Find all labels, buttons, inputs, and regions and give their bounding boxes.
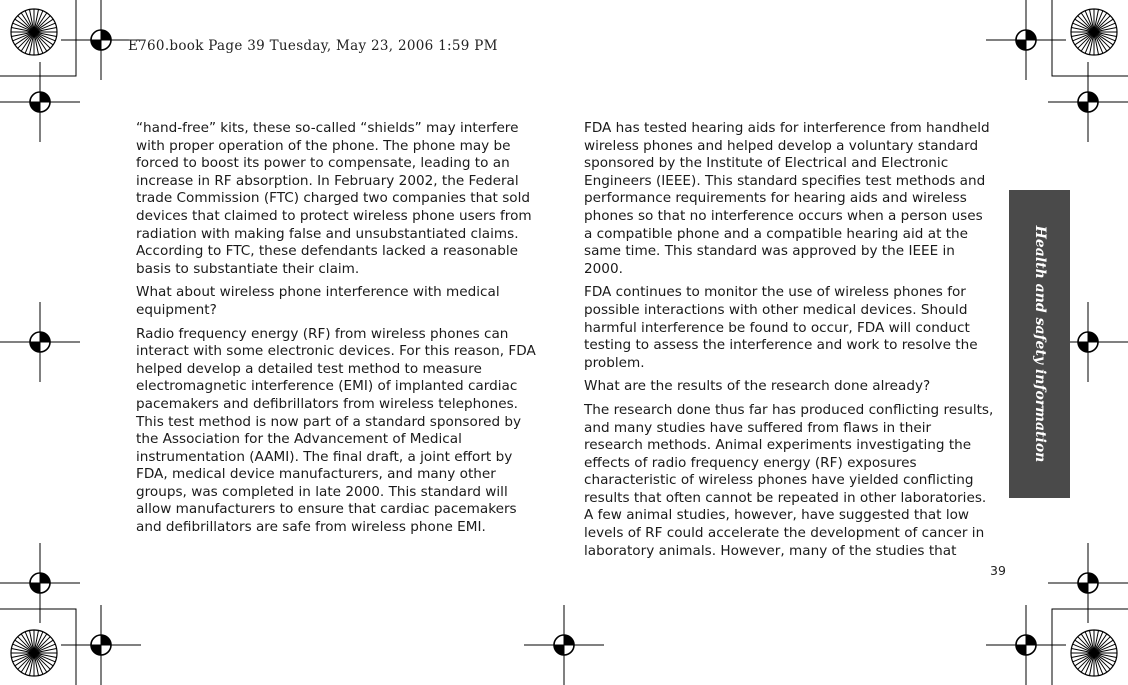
paragraph: FDA continues to monitor the use of wireless phones for possible interactions with other medical devices. Should harmful interference be found to occur, FDA will conduct testing to assess the interference and work to resolve the problem. [584,284,978,371]
left-column [136,120,544,543]
paragraph-question: What are the results of the research done already? [584,378,931,395]
print-header-line: E760.book Page 39 Tuesday, May 23, 2006 1:59 PM [128,38,498,54]
paragraph: Radio frequency energy (RF) from wireless phones can interact with some electronic devices. For this reason, FDA helped develop a detailed test method to measure electromagnetic interference (EMI) of implanted cardiac pacemakers and defibrillators from wireless telephones. This test method is now part of a standard sponsored by the Association for the Advancement of Medical instrumentation (AAMI). The final draft, a joint effort by FDA, medical device manufacturers, and many other groups, was completed in late 2000. This standard will allow manufacturers to ensure that cardiac pacemakers and defibrillators are safe from wireless phone EMI. [136,325,536,536]
right-column [584,120,994,566]
paragraph-question: What about wireless phone interference with medical equipment? [136,284,500,318]
paragraph: FDA has tested hearing aids for interference from handheld wireless phones and helped develop a voluntary standard sponsored by the Institute of Electrical and Electronic Engineers (IEEE). This standard specifies test methods and performance requirements for hearing aids and wireless phones so that no interference occurs when a person uses a compatible phone and a compatible hearing aid at the same time. This standard was approved by the IEEE in 2000. [584,120,990,277]
section-tab-label: Health and safety information [1031,225,1048,463]
section-side-tab [1009,190,1070,498]
paragraph: “hand-free” kits, these so-called “shields” may interfere with proper operation of the phone. The phone may be forced to boost its power to compensate, leading to an increase in RF absorption. In February 2002, the Federal trade Commission (FTC) charged two companies that sold devices that claimed to protect wireless phone users from radiation with making false and unsubstantiated claims. According to FTC, these defendants lacked a reasonable basis to substantiate their claim. [136,120,532,277]
paragraph: The research done thus far has produced conflicting results, and many studies have suffered from flaws in their research methods. Animal experiments investigating the effects of radio frequency energy (RF) exposures characteristic of wireless phones have yielded conflicting results that often cannot be repeated in other laboratories. A few animal studies, however, have suggested that low levels of RF could accelerate the development of cancer in laboratory animals. However, many of the studies that [584,401,994,559]
page-number: 39 [990,563,1006,578]
